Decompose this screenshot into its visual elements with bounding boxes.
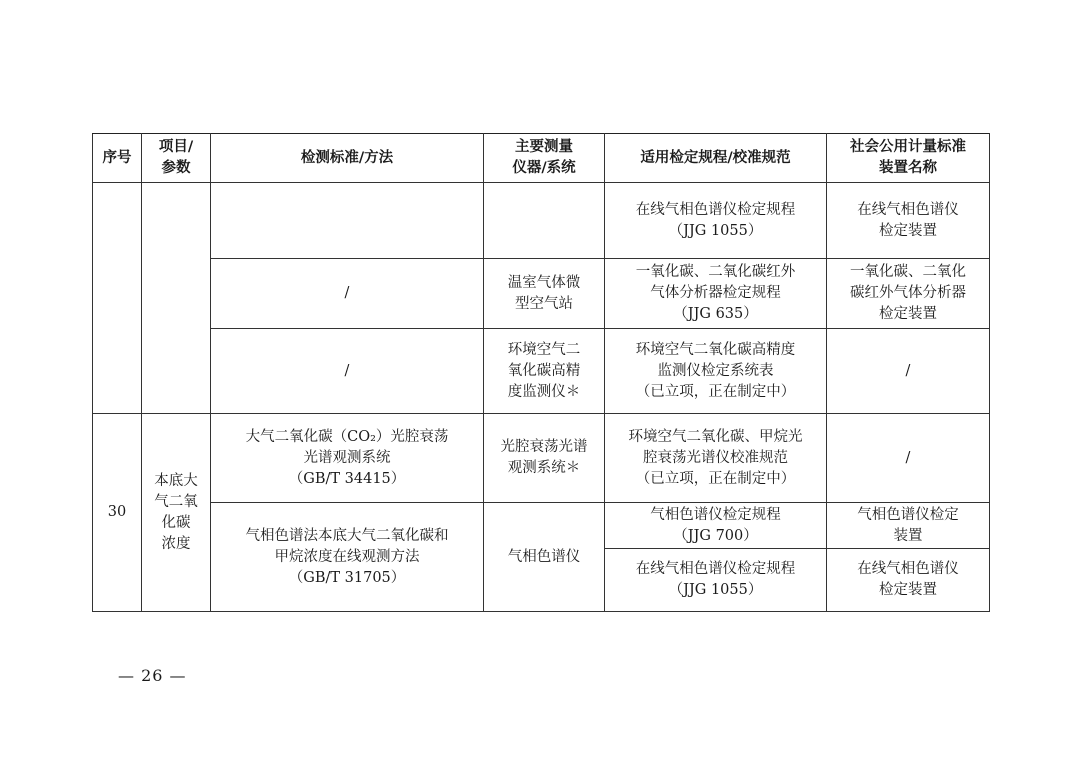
header-standard-device: 社会公用计量标准 装置名称 xyxy=(827,134,990,183)
table-header-row xyxy=(93,134,990,183)
cell-method: / xyxy=(211,259,484,329)
cell-regulation: 一氧化碳、二氧化碳红外 气体分析器检定规程 （JJG 635） xyxy=(605,259,827,329)
cell-instrument xyxy=(484,183,605,259)
cell-standard-device: / xyxy=(827,329,990,414)
header-method: 检测标准/方法 xyxy=(211,134,484,183)
spec-table-container xyxy=(92,133,989,612)
cell-method xyxy=(211,183,484,259)
table-row xyxy=(93,183,990,259)
table-row xyxy=(93,329,990,414)
cell-instrument: 光腔衰荡光谱 观测系统＊ xyxy=(484,414,605,503)
cell-standard-device: 在线气相色谱仪 检定装置 xyxy=(827,183,990,259)
cell-standard-device: 气相色谱仪检定 装置 xyxy=(827,503,990,549)
cell-standard-device: / xyxy=(827,414,990,503)
page-number: — 26 — xyxy=(118,666,187,685)
cell-regulation: 环境空气二氧化碳高精度 监测仪检定系统表 （已立项，正在制定中） xyxy=(605,329,827,414)
cell-regulation: 在线气相色谱仪检定规程 （JJG 1055） xyxy=(605,183,827,259)
cell-standard-device: 一氧化碳、二氧化 碳红外气体分析器 检定装置 xyxy=(827,259,990,329)
table-row xyxy=(93,503,990,549)
cell-instrument: 环境空气二 氧化碳高精 度监测仪＊ xyxy=(484,329,605,414)
table-row xyxy=(93,259,990,329)
calibration-spec-table xyxy=(92,133,990,612)
cell-method: / xyxy=(211,329,484,414)
cell-standard-device: 在线气相色谱仪 检定装置 xyxy=(827,549,990,612)
cell-seq-continued xyxy=(93,183,142,414)
cell-regulation: 在线气相色谱仪检定规程 （JJG 1055） xyxy=(605,549,827,612)
cell-regulation: 气相色谱仪检定规程 （JJG 700） xyxy=(605,503,827,549)
header-item: 项目/ 参数 xyxy=(142,134,211,183)
cell-regulation: 环境空气二氧化碳、甲烷光 腔衰荡光谱仪校准规范 （已立项，正在制定中） xyxy=(605,414,827,503)
cell-item: 本底大 气二氧 化碳 浓度 xyxy=(142,414,211,612)
cell-seq: 30 xyxy=(93,414,142,612)
header-regulation: 适用检定规程/校准规范 xyxy=(605,134,827,183)
header-instrument: 主要测量 仪器/系统 xyxy=(484,134,605,183)
cell-instrument: 温室气体微 型空气站 xyxy=(484,259,605,329)
cell-method: 大气二氧化碳（CO₂）光腔衰荡 光谱观测系统 （GB/T 34415） xyxy=(211,414,484,503)
cell-item-continued xyxy=(142,183,211,414)
cell-method: 气相色谱法本底大气二氧化碳和 甲烷浓度在线观测方法 （GB/T 31705） xyxy=(211,503,484,612)
header-seq: 序号 xyxy=(93,134,142,183)
cell-instrument: 气相色谱仪 xyxy=(484,503,605,612)
table-row xyxy=(93,414,990,503)
